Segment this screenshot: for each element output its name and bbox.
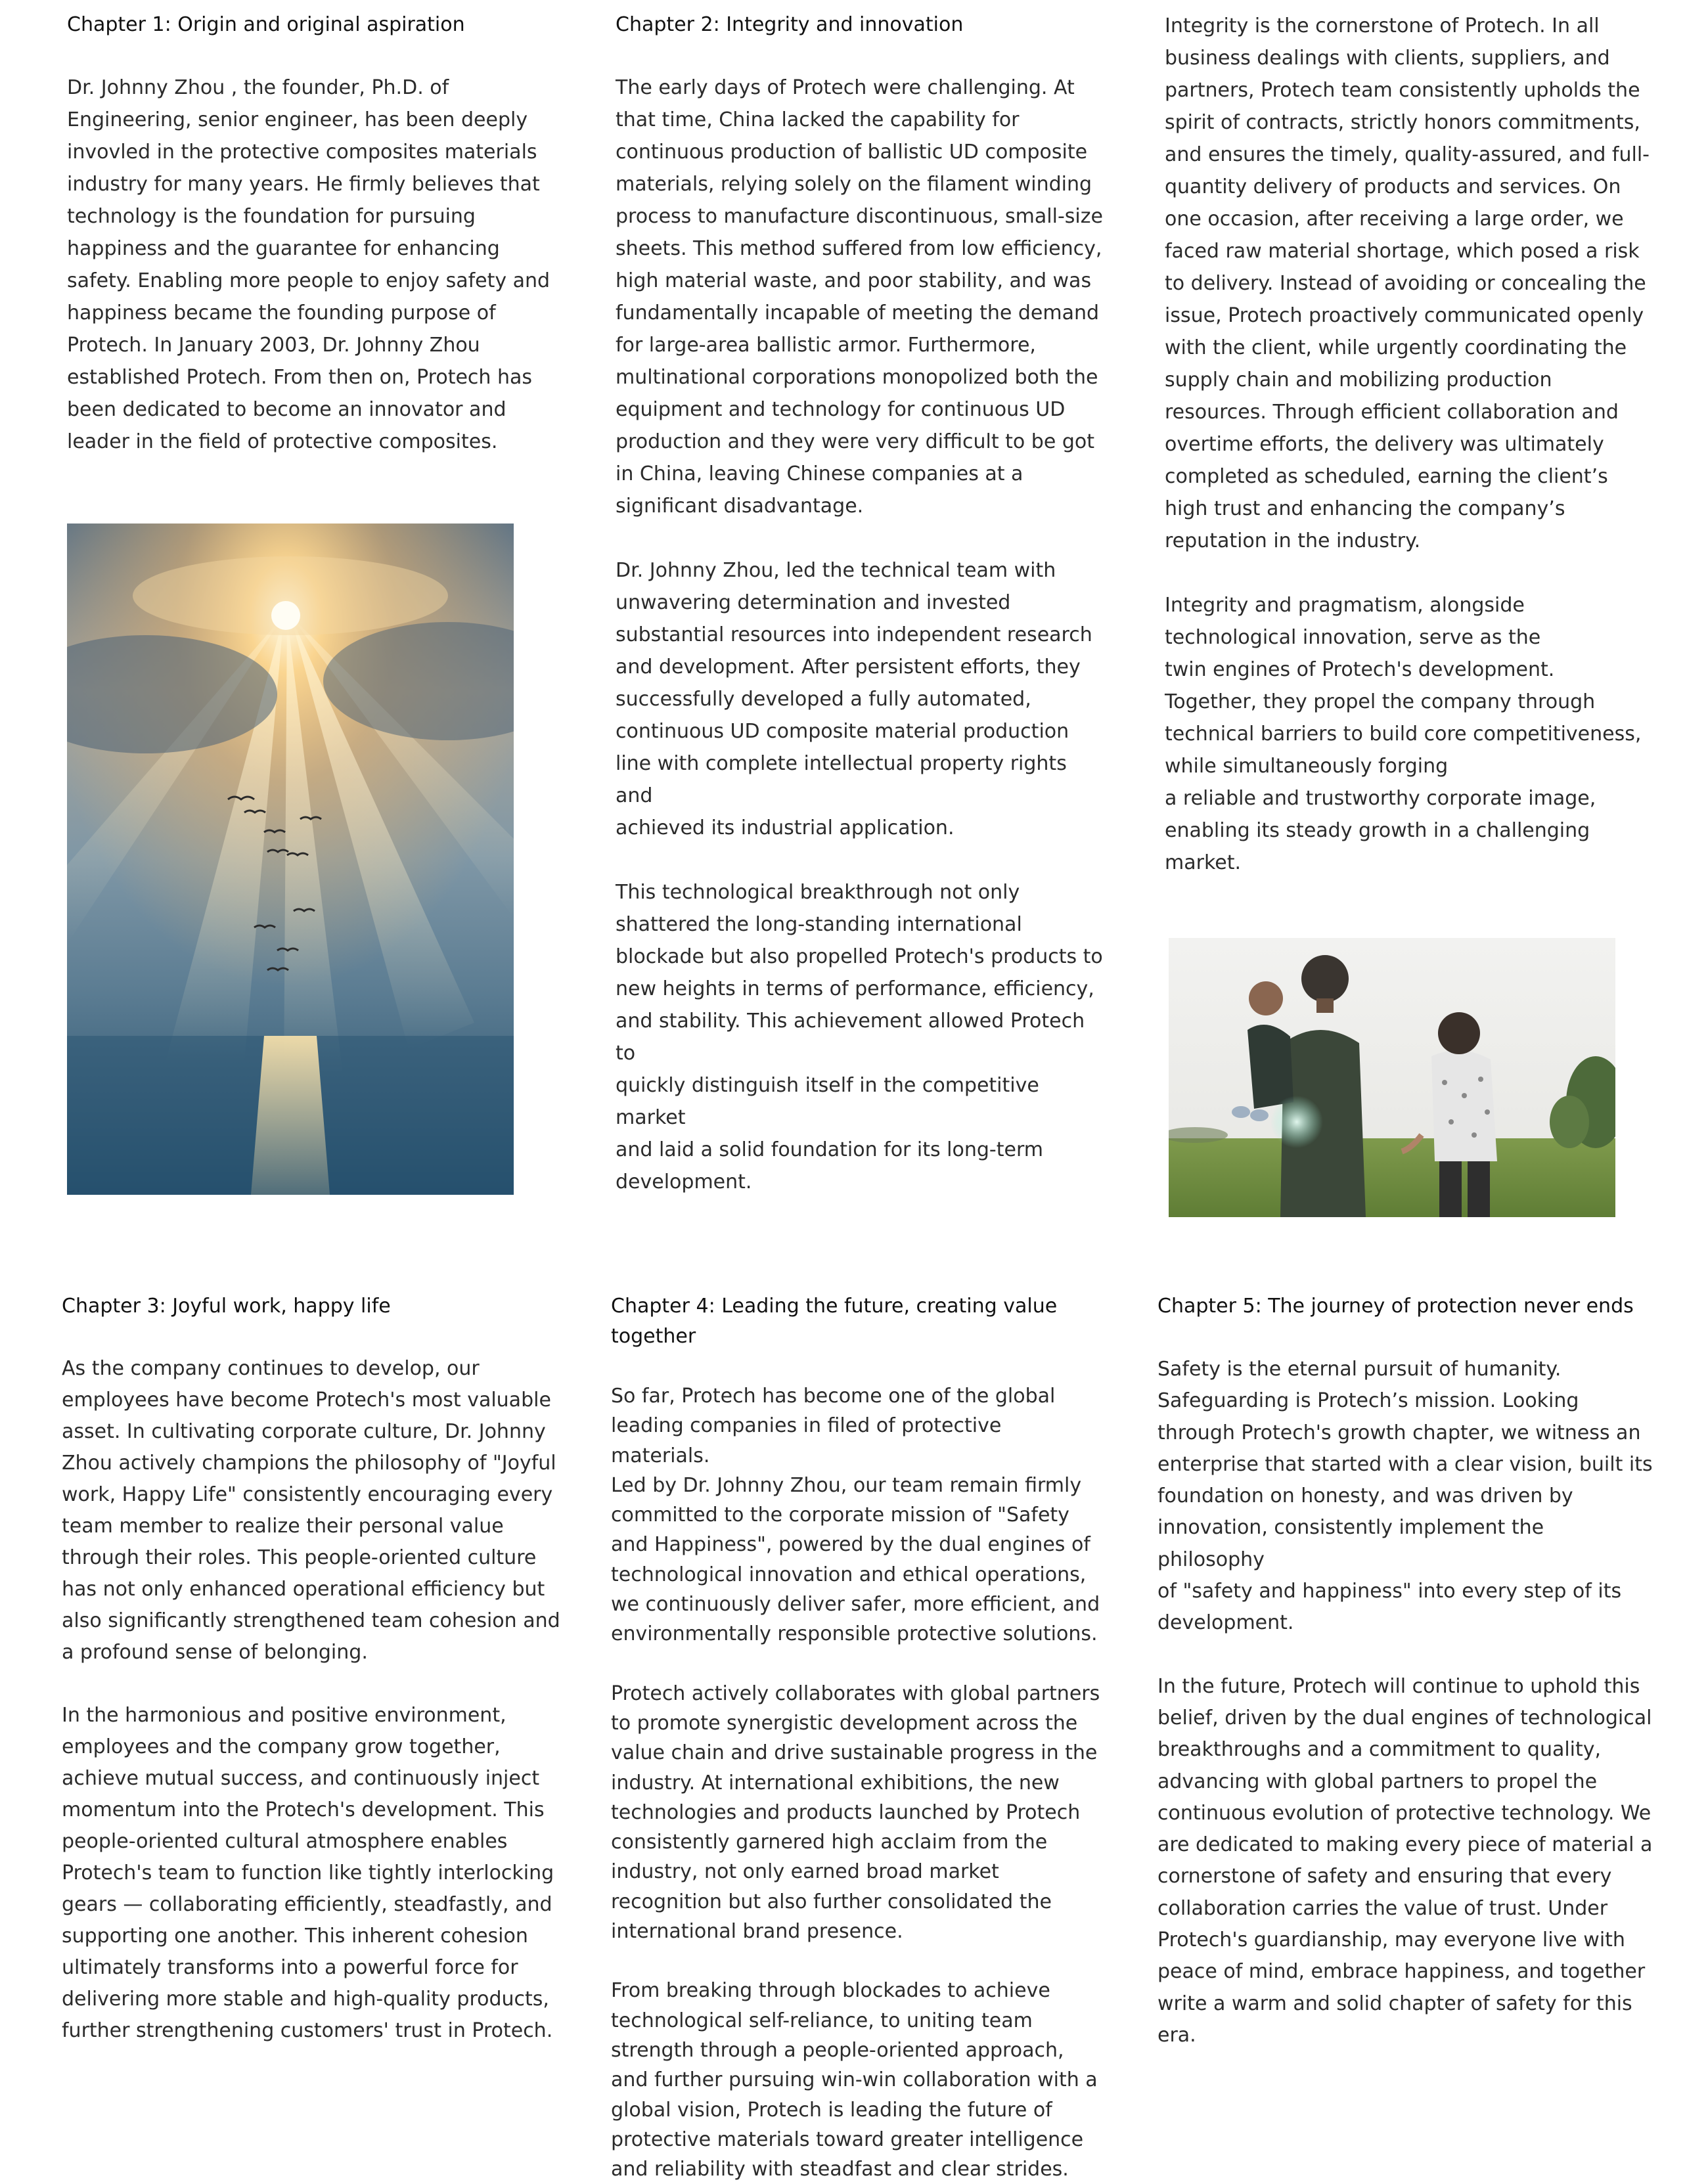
chapter-1-section: [67, 10, 560, 458]
chapter-4-paragraph-2: Protech actively collaborates with global partners to promote synergistic development across the value chain and drive sustainable progress in the industry. At international exhibitions, the new technologies and products launched by Protech consistently garnered high acclaim from the industry, not only earned broad market recognition but also further consolidated the international brand presence.: [611, 1682, 1100, 1944]
chapter-4-paragraph-3: From breaking through blockades to achieve technological self-reliance, to uniting team strength through a people-oriented approach, and further pursuing win-win collaboration with a global vision, Protech is leading the future of protective materials toward greater intelligence and reliability with steadfast and clear strides.: [611, 1979, 1098, 2181]
chapter-3-paragraph-1: As the company continues to develop, our employees have become Protech's most valuable asset. In cultivating corporate culture, Dr. Johnny Zhou actively champions the philosophy of "Joyful work, Happy Life" consistently encouraging every team member to realize their personal value through their roles. This people-oriented culture has not only enhanced operational efficiency but also significantly strengthened team cohesion and a profound sense of belonging.: [62, 1357, 560, 1664]
chapter-4-section: [611, 1291, 1104, 2184]
chapter-5-title: Chapter 5: The journey of protection never ends: [1157, 1295, 1634, 1318]
chapter-2-paragraph-1: The early days of Protech were challenging. At that time, China lacked the capability for continuous production of ballistic UD composite materials, relying solely on the filament winding process to manufacture discontinuous, small-size sheets. This method suffered from low efficiency, high material waste, and poor stability, and was fundamentally incapable of meeting the demand for large-area ballistic armor. Furthermore, multinational corporations monopolized both the equipment and technology for continuous UD production and they were very difficult to be got in China, leaving Chinese companies at a significant disadvantage.: [616, 76, 1103, 518]
chapter-4-title: Chapter 4: Leading the future, creating value together: [611, 1295, 1058, 1348]
chapter-2-continued-paragraph-1: Integrity is the cornerstone of Protech. In all business dealings with clients, suppliers, and partners, Protech team consistently upholds the spirit of contracts, strictly honors commitments, and ensures the timely, quality-assured, and full- quantity delivery of products and services. On one occasion, after receiving a large order, we faced raw material shortage, which posed a risk to delivery. Instead of avoiding or concealing the issue, Protech proactively communicated openly with the client, while urgently coordinating the supply chain and mobilizing production resources. Through efficient collaboration and overtime efforts, the delivery was ultimately completed as scheduled, earning the client’s high trust and enhancing the company’s reputation in the industry.: [1165, 14, 1650, 552]
chapter-3-section: [62, 1291, 561, 2047]
sunset-with-birds-photo-icon: [67, 524, 514, 1195]
chapter-2-continued-section: [1165, 10, 1664, 879]
chapter-2-title: Chapter 2: Integrity and innovation: [616, 13, 964, 36]
chapter-5-paragraph-1: Safety is the eternal pursuit of humanity. Safeguarding is Protech’s mission. Looking through Protech's growth chapter, we witness an enterprise that started with a clear vision, built its foundation on honesty, and was driven by innovation, consistently implement the philosophy of "safety and happiness" into every step of its development.: [1157, 1358, 1653, 1635]
chapter-4-paragraph-1: So far, Protech has become one of the global leading companies in filed of protective materials. Led by Dr. Johnny Zhou, our team remain firmly committed to the corporate mission of "Safety and Happiness", powered by the dual engines of technological innovation and ethical operations, we continuously deliver safer, more efficient, and environmentally responsible protective solutions.: [611, 1385, 1100, 1646]
chapter-2-section: [616, 10, 1108, 1198]
chapter-2-paragraph-3: This technological breakthrough not only shattered the long-standing international blockade but also propelled Protech's products to new heights in terms of performance, efficiency, and stability. This achievement allowed Protech to quickly distinguish itself in the competitive market and laid a solid foundation for its long-term development.: [616, 881, 1103, 1193]
chapter-5-section: [1157, 1291, 1657, 2051]
chapter-3-paragraph-2: In the harmonious and positive environment, employees and the company grow together, achieve mutual success, and continuously inject momentum into the Protech's development. This people-oriented cultural atmosphere enables Protech's team to function like tightly interlocking gears — collaborating efficiently, steadfastly, and supporting one another. This inherent cohesion ultimately transforms into a powerful force for delivering more stable and high-quality products, further strengthening customers' trust in Protech.: [62, 1704, 554, 2042]
chapter-3-title: Chapter 3: Joyful work, happy life: [62, 1295, 391, 1318]
chapter-2-paragraph-2: Dr. Johnny Zhou, led the technical team with unwavering determination and invested substantial resources into independent research and development. After persistent efforts, they successfully developed a fully automated, continuous UD composite material production line with complete intellectual property rights and achieved its industrial application.: [616, 559, 1092, 839]
chapter-5-paragraph-2: In the future, Protech will continue to uphold this belief, driven by the dual engines of technological breakthroughs and a commitment to quality, advancing with global partners to propel the continuous evolution of protective technology. We are dedicated to making every piece of material a cornerstone of safety and ensuring that every collaboration carries the value of trust. Under Protech's guardianship, may everyone live with peace of mind, embrace happiness, and together write a warm and solid chapter of safety for this era.: [1157, 1674, 1653, 2047]
chapter-2-continued-paragraph-2: Integrity and pragmatism, alongside technological innovation, serve as the twin engines of Protech's development. Together, they propel the company through technical barriers to build core competitiveness, while simultaneously forging a reliable and trustworthy corporate image, enabling its steady growth in a challenging market.: [1165, 594, 1642, 874]
chapter-1-title: Chapter 1: Origin and original aspiration: [67, 13, 465, 36]
chapter-1-paragraph-1: Dr. Johnny Zhou , the founder, Ph.D. of Engineering, senior engineer, has been deeply invovled in the protective composites materials industry for many years. He firmly believes that technology is the foundation for pursuing happiness and the guarantee for enhancing safety. Enabling more people to enjoy safety and happiness became the founding purpose of Protech. In January 2003, Dr. Johnny Zhou established Protech. From then on, Protech has been dedicated to become an innovator and leader in the field of protective composites.: [67, 76, 551, 453]
family-walking-photo-icon: [1169, 938, 1615, 1217]
